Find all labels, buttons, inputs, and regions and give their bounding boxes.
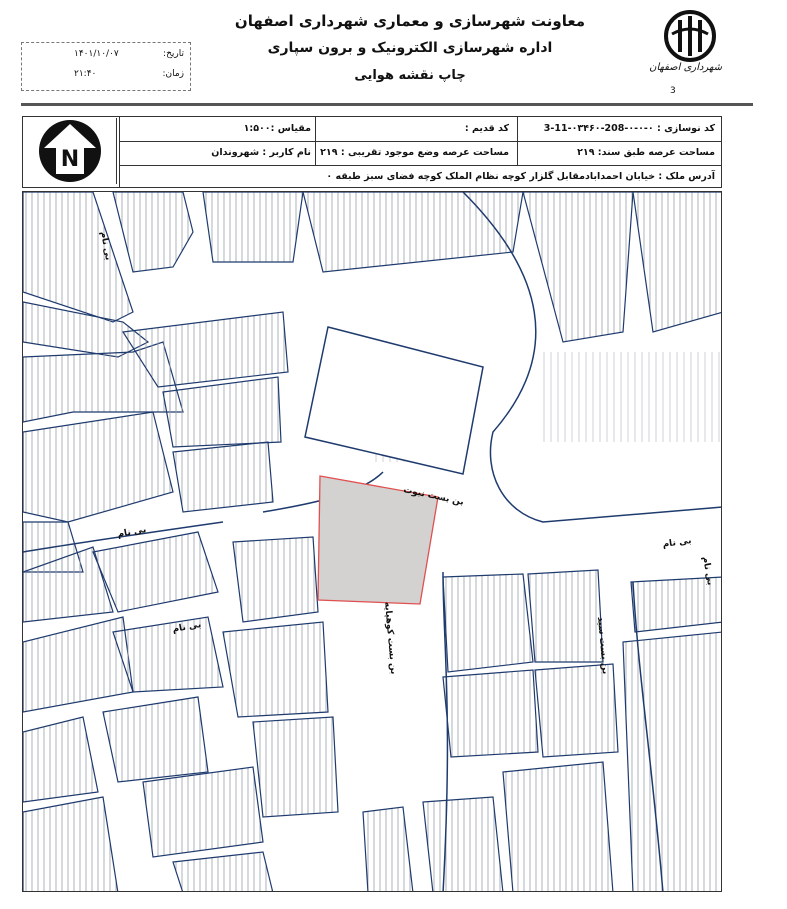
header-line3: چاپ نقشه هوایی	[354, 68, 466, 83]
header-line2: اداره شهرسازی الکترونیک و برون سپاری	[267, 40, 553, 56]
street-label-5: بی نام	[662, 536, 693, 550]
north-arrow-icon	[24, 118, 116, 184]
street-label-7: بن بست کوهپایه	[382, 601, 399, 675]
date-value: ۱۴۰۱/۱۰/۰۷	[74, 49, 119, 59]
old-code: کد قدیم :	[464, 123, 509, 134]
username: نام کاربر : شهروندان	[211, 147, 311, 158]
map-canvas[interactable]	[23, 192, 722, 892]
logo-caption: شهرداری اصفهان	[649, 62, 722, 73]
street-label-2: بی نام	[116, 525, 148, 540]
area-deed: مساحت عرصه طبق سند: ۲۱۹	[577, 147, 715, 158]
header-separator	[21, 103, 753, 106]
municipality-logo	[650, 6, 730, 96]
address: آدرس ملک : خیابان احمدابادمقابل گلزار کوچه نظام الملک کوچه فضای سبز طبقه ۰	[326, 171, 715, 182]
street-label-8: بن بست سید	[595, 616, 610, 675]
date-time-box	[21, 42, 191, 91]
street-label-4: بی نام	[171, 620, 203, 635]
area-existing: مساحت عرصه وضع موجود تقریبی : ۲۱۹	[320, 147, 509, 158]
aerial-map[interactable]	[22, 191, 722, 892]
map-scale: مقیاس :۱:۵۰۰	[243, 123, 311, 134]
time-value: ۲۱:۴۰	[74, 69, 97, 79]
postal-code: کد نوسازی : ۰-۰-۰-208-۰۳۴۶۰-11-3	[543, 123, 715, 134]
north-arrow	[24, 118, 117, 184]
street-label-6: بی نام	[700, 555, 715, 587]
central-block	[305, 327, 483, 474]
north-letter: N	[60, 147, 80, 172]
parcel-info-table	[22, 116, 722, 188]
time-label: زمان:	[162, 69, 184, 79]
street-label-3: بن بست نبوت	[402, 485, 465, 508]
street-label-1: بی نام	[98, 230, 113, 262]
header-line1: معاونت شهرسازی و معماری شهرداری اصفهان	[234, 12, 586, 30]
date-label: تاریخ:	[163, 49, 184, 59]
logo-number: 3	[670, 86, 676, 96]
